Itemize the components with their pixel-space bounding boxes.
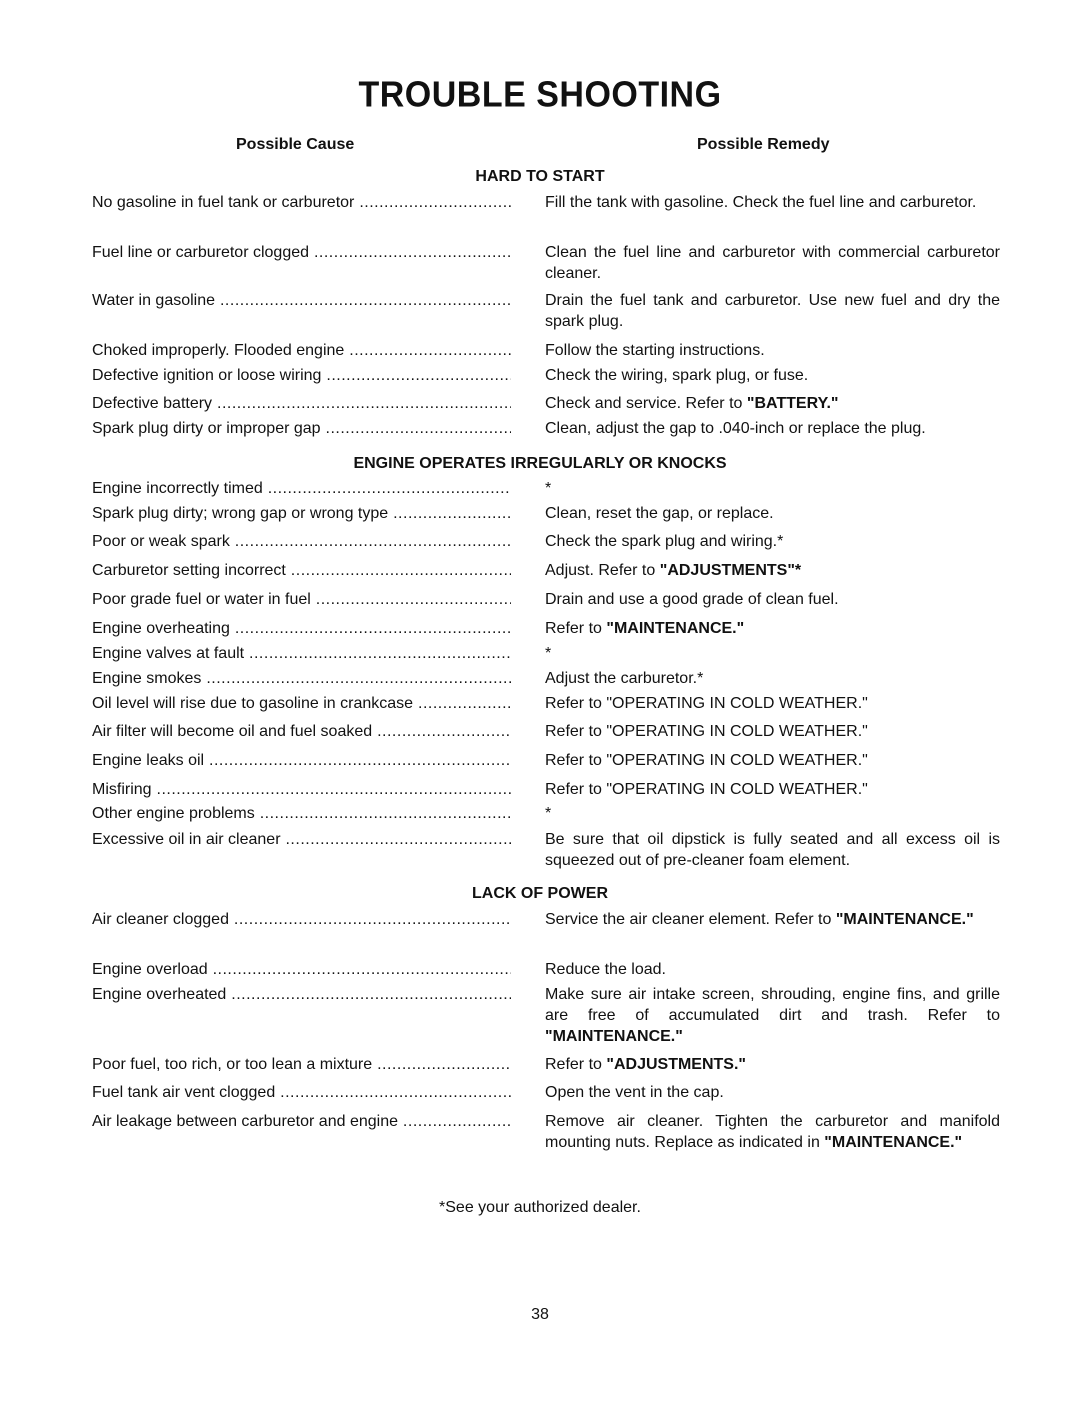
footnote: *See your authorized dealer. <box>439 1199 641 1216</box>
remedy-cell: Clean, adjust the gap to .040-inch or replace the plug. <box>545 420 926 437</box>
cause-cell: Engine leaks oil ..... <box>92 750 511 771</box>
remedy-reference: "MAINTENANCE." <box>606 620 745 637</box>
remedy-text: Refer to <box>545 620 602 637</box>
cause-cell: Poor grade fuel or water in fuel ..... <box>92 589 511 610</box>
remedy-text: Service the air cleaner element. Refer to <box>545 911 832 928</box>
remedy-reference: "ADJUSTMENTS"* <box>659 562 802 579</box>
remedy-text: Make sure air intake screen, shrouding, engine fins, and grille are free of accumulated dirt and trash. Refer to <box>545 986 1000 1024</box>
cause-cell: Defective battery ..... <box>92 393 511 414</box>
remedy-cell: Refer to "OPERATING IN COLD WEATHER." <box>545 723 868 740</box>
column-header-cause: Possible Cause <box>236 136 355 153</box>
remedy-cell: Check the spark plug and wiring.* <box>545 533 784 550</box>
cause-cell: Air cleaner clogged ..... <box>92 909 511 930</box>
remedy-cell: Refer to "OPERATING IN COLD WEATHER." <box>545 695 868 712</box>
remedy-cell: Clean, reset the gap, or replace. <box>545 505 774 522</box>
remedy-text: Check and service. Refer to <box>545 395 743 412</box>
remedy-cell: Fill the tank with gasoline. Check the fuel line and carburetor. <box>545 194 977 211</box>
page-number: 38 <box>531 1306 549 1323</box>
cause-cell: Poor or weak spark ..... <box>92 531 511 552</box>
remedy-cell: Drain and use a good grade of clean fuel. <box>545 591 839 608</box>
remedy-cell: Drain the fuel tank and carburetor. Use new fuel and dry the spark plug. <box>545 292 1000 330</box>
cause-cell: Spark plug dirty or improper gap ..... <box>92 418 511 439</box>
cause-cell: Engine smokes ..... <box>92 668 511 689</box>
cause-cell: Oil level will rise due to gasoline in crankcase ..... <box>92 693 511 714</box>
page-title: TROUBLE SHOOTING <box>358 75 722 115</box>
remedy-cell <box>545 1111 1000 1153</box>
cause-cell: Spark plug dirty; wrong gap or wrong type ..... <box>92 503 511 524</box>
remedy-reference: "MAINTENANCE." <box>545 1028 683 1045</box>
cause-cell: Engine incorrectly timed ..... <box>92 478 511 499</box>
cause-cell: Poor fuel, too rich, or too lean a mixture ..... <box>92 1054 511 1075</box>
remedy-cell <box>545 560 1000 581</box>
remedy-cell: Follow the starting instructions. <box>545 342 765 359</box>
remedy-cell: Clean the fuel line and carburetor with commercial carburetor cleaner. <box>545 244 1000 282</box>
cause-cell: Carburetor setting incorrect ..... <box>92 560 511 581</box>
section-heading-hard-to-start: HARD TO START <box>475 168 605 185</box>
cause-cell: Defective ignition or loose wiring ..... <box>92 365 511 386</box>
remedy-cell: * <box>545 480 552 497</box>
remedy-text: Refer to <box>545 1056 602 1073</box>
remedy-cell: Check the wiring, spark plug, or fuse. <box>545 367 809 384</box>
remedy-reference: "MAINTENANCE." <box>835 911 974 928</box>
cause-cell: Engine overload ..... <box>92 959 511 980</box>
cause-cell: Fuel tank air vent clogged ..... <box>92 1082 511 1103</box>
remedy-text: Remove air cleaner. Tighten the carburetor and manifold mounting nuts. Replace as indicated in <box>545 1113 1000 1151</box>
cause-cell: Engine valves at fault ..... <box>92 643 511 664</box>
section-heading-lack-of-power: LACK OF POWER <box>472 885 608 902</box>
cause-cell: Misfiring ..... <box>92 779 511 800</box>
cause-cell: Other engine problems ..... <box>92 803 511 824</box>
cause-cell: No gasoline in fuel tank or carburetor ..... <box>92 192 511 213</box>
cause-cell: Engine overheating ..... <box>92 618 511 639</box>
cause-cell: Air leakage between carburetor and engine ..... <box>92 1111 511 1132</box>
remedy-cell <box>545 909 1000 930</box>
cause-cell: Fuel line or carburetor clogged ..... <box>92 242 511 263</box>
section-heading-engine-irregular: ENGINE OPERATES IRREGULARLY OR KNOCKS <box>353 455 727 472</box>
cause-cell: Engine overheated ..... <box>92 984 511 1005</box>
remedy-reference: "ADJUSTMENTS." <box>606 1056 746 1073</box>
cause-cell: Choked improperly. Flooded engine ..... <box>92 340 511 361</box>
remedy-cell <box>545 1054 1000 1075</box>
cause-cell: Excessive oil in air cleaner ..... <box>92 829 511 850</box>
cause-cell: Air filter will become oil and fuel soaked ..... <box>92 721 511 742</box>
remedy-cell <box>545 618 1000 639</box>
remedy-text: Adjust. Refer to <box>545 562 656 579</box>
remedy-cell: Be sure that oil dipstick is fully seated and all excess oil is squeezed out of pre-cleaner foam element. <box>545 831 1000 869</box>
remedy-cell: Refer to "OPERATING IN COLD WEATHER." <box>545 752 868 769</box>
remedy-cell: Reduce the load. <box>545 961 666 978</box>
remedy-cell <box>545 984 1000 1047</box>
remedy-cell: Refer to "OPERATING IN COLD WEATHER." <box>545 781 868 798</box>
remedy-cell: Adjust the carburetor.* <box>545 670 704 687</box>
remedy-cell: * <box>545 645 552 662</box>
column-header-remedy: Possible Remedy <box>697 136 830 153</box>
remedy-cell: * <box>545 805 552 822</box>
remedy-cell: Open the vent in the cap. <box>545 1084 724 1101</box>
cause-cell: Water in gasoline ..... <box>92 290 511 311</box>
remedy-reference: "MAINTENANCE." <box>824 1134 963 1151</box>
remedy-reference: "BATTERY." <box>746 395 839 412</box>
remedy-cell <box>545 393 1000 414</box>
